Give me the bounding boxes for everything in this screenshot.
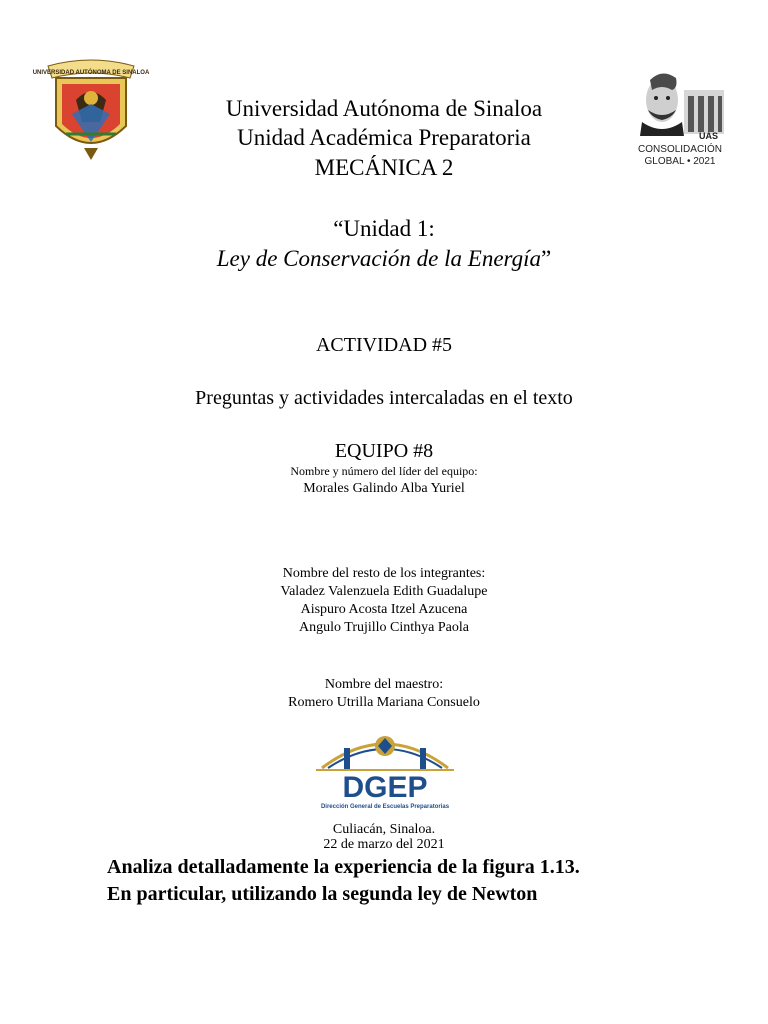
dgep-subtitle: Dirección General de Escuelas Preparatorias bbox=[320, 804, 450, 810]
question-line-1: Analiza detalladamente la experiencia de la figura 1.13. bbox=[107, 856, 580, 878]
unit-title-close-quote: ” bbox=[541, 246, 552, 271]
university-name: Universidad Autónoma de Sinaloa bbox=[225, 96, 543, 121]
crest-banner-text: UNIVERSIDAD AUTÓNOMA DE SINALOA bbox=[32, 70, 150, 76]
member-2: Aispuro Acosta Itzel Azucena bbox=[300, 602, 468, 617]
question-line-2: En particular, utilizando la segunda ley de Newton bbox=[107, 883, 538, 905]
leader-label: Nombre y número del líder del equipo: bbox=[290, 464, 478, 478]
unit-title-italic: Ley de Conservación de la Energía bbox=[216, 246, 542, 271]
unit-name: Unidad Académica Preparatoria bbox=[237, 125, 531, 150]
member-3: Angulo Trujillo Cinthya Paola bbox=[299, 620, 469, 635]
dgep-logo bbox=[304, 726, 466, 812]
members-label: Nombre del resto de los integrantes: bbox=[282, 566, 486, 581]
teacher-label: Nombre del maestro: bbox=[324, 677, 444, 692]
activity-description: Preguntas y actividades intercaladas en el texto bbox=[195, 387, 573, 409]
unit-title-line2 bbox=[0, 244, 768, 273]
leader-name: Morales Galindo Alba Yuriel bbox=[303, 481, 465, 496]
date: 22 de marzo del 2021 bbox=[323, 837, 445, 852]
place: Culiacán, Sinaloa. bbox=[332, 822, 436, 837]
dgep-title: DGEP bbox=[342, 771, 428, 804]
member-1: Valadez Valenzuela Edith Guadalupe bbox=[280, 584, 488, 599]
teacher-name: Romero Utrilla Mariana Consuelo bbox=[288, 695, 480, 710]
unit-title-line1: “Unidad 1: bbox=[333, 216, 435, 241]
uas-label: UAS bbox=[698, 131, 718, 141]
global-2021-label: GLOBAL • 2021 bbox=[644, 156, 716, 167]
activity-title: ACTIVIDAD #5 bbox=[315, 334, 453, 356]
consolidacion-label: CONSOLIDACIÓN bbox=[638, 144, 722, 155]
team-title: EQUIPO #8 bbox=[334, 440, 434, 462]
subject-name: MECÁNICA 2 bbox=[314, 155, 454, 180]
